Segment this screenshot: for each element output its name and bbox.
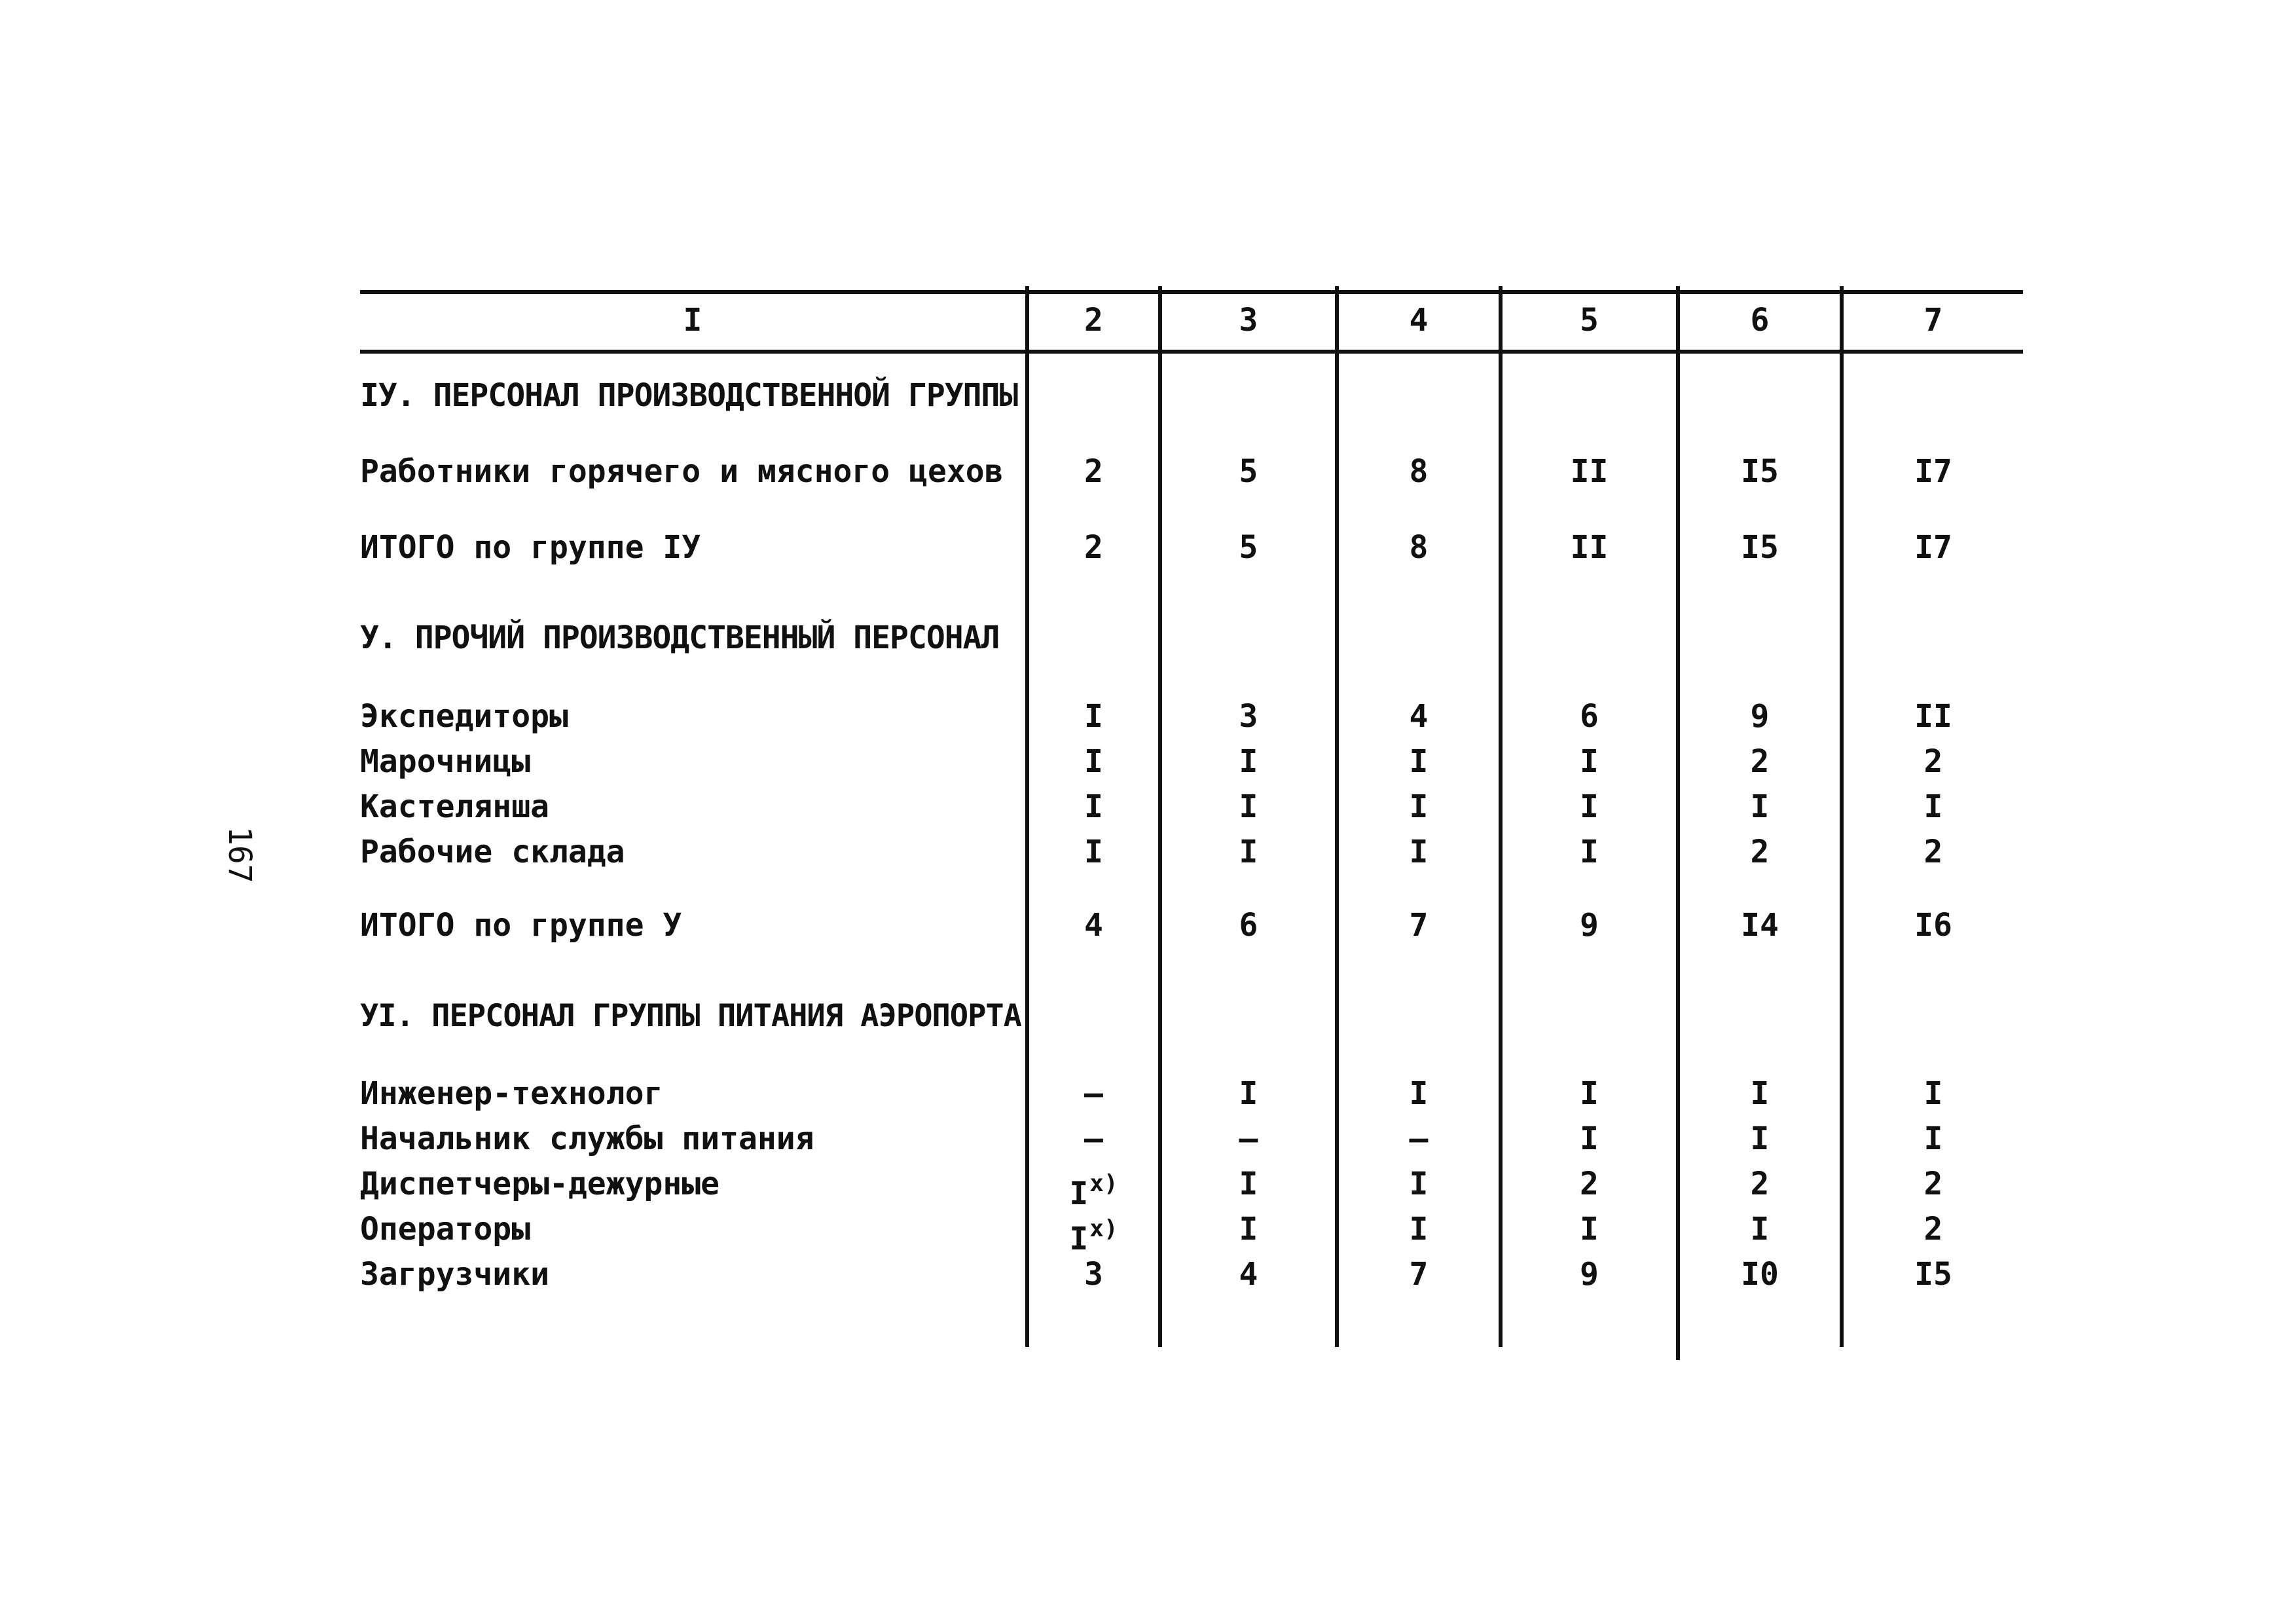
total-value: 7 [1409,907,1429,944]
row-value: – [1084,1075,1103,1112]
row-label: Начальник службы питания [360,1120,814,1157]
row-label: Операторы [360,1211,531,1247]
column-header: 6 [1750,302,1770,339]
row-value: 7 [1409,1256,1429,1293]
row-value: I [1923,788,1943,825]
row-value: I [1239,788,1258,825]
row-value: I [1923,1075,1943,1112]
row-label: Работники горячего и мясного цехов [360,453,1004,490]
row-value: 2 [1750,1166,1770,1202]
row-value: – [1409,1120,1429,1157]
row-value: 2 [1923,1211,1943,1247]
row-value: I [1580,788,1599,825]
row-value: I [1239,743,1258,780]
row-value: I [1580,743,1599,780]
row-value: I [1239,1075,1258,1112]
row-value: I [1084,743,1103,780]
total-value: 4 [1084,907,1103,944]
column-header: 3 [1239,302,1258,339]
row-value: I [1580,1075,1599,1112]
row-value: 2 [1923,743,1943,780]
row-value: I [1409,743,1429,780]
row-value: 2 [1750,743,1770,780]
total-value: I7 [1914,529,1952,566]
total-label: ИТОГО по группе IУ [360,529,701,566]
row-value: I [1580,834,1599,870]
row-value: 9 [1750,698,1770,735]
section-title: IУ. ПЕРСОНАЛ ПРОИЗВОДСТВЕННОЙ ГРУППЫ [360,377,1018,414]
row-value: 5 [1239,453,1258,490]
footnote-marker: x) [1089,1170,1118,1197]
row-value: I [1239,1166,1258,1202]
row-value: I [1750,788,1770,825]
row-value: I [1084,698,1103,735]
section-title: У. ПРОЧИЙ ПРОИЗВОДСТВЕННЫЙ ПЕРСОНАЛ [360,619,1000,656]
row-value: I [1580,1211,1599,1247]
row-value: I [1239,834,1258,870]
total-value: I5 [1741,529,1779,566]
total-value: 6 [1239,907,1258,944]
row-value-with-footnote [1029,1164,1158,1213]
row-label: Марочницы [360,743,531,780]
row-value: II [1570,453,1609,490]
row-value: 4 [1409,698,1429,735]
row-value: I [1750,1120,1770,1157]
section-title: УI. ПЕРСОНАЛ ГРУППЫ ПИТАНИЯ АЭРОПОРТА [360,998,1021,1034]
total-value: II [1570,529,1609,566]
header-bottom-rule [360,350,2023,354]
row-value: 2 [1084,453,1103,490]
row-value: I [1750,1211,1770,1247]
row-value: I [1409,1211,1429,1247]
column-header: 2 [1084,302,1103,339]
total-value: I4 [1741,907,1779,944]
row-value: I [1409,1166,1429,1202]
row-value: I5 [1914,1256,1952,1293]
row-label: Диспетчеры-дежурные [360,1166,720,1202]
row-value: I [1084,834,1103,870]
row-value: 2 [1750,834,1770,870]
column-header: 5 [1580,302,1599,339]
row-value: I [1239,1211,1258,1247]
row-value: 4 [1239,1256,1258,1293]
row-value: I5 [1741,453,1779,490]
total-label: ИТОГО по группе У [360,907,682,944]
row-value: I [1923,1120,1943,1157]
row-value: 2 [1580,1166,1599,1202]
row-label: Кастелянша [360,788,549,825]
row-value: I [1750,1075,1770,1112]
table-top-rule [360,290,2023,294]
total-value: 8 [1409,529,1429,566]
column-header: 4 [1409,302,1429,339]
footnote-marker: x) [1089,1215,1118,1242]
page-number: 167 [221,826,258,883]
row-label: Инженер-технолог [360,1075,663,1112]
row-value: I [1580,1120,1599,1157]
row-value: I0 [1741,1256,1779,1293]
row-value: II [1914,698,1952,735]
row-value: I [1069,1221,1089,1257]
total-value: 5 [1239,529,1258,566]
row-value: 3 [1084,1256,1103,1293]
total-value: 2 [1084,529,1103,566]
column-header: 7 [1923,302,1943,339]
row-value: I7 [1914,453,1952,490]
row-value: 3 [1239,698,1258,735]
row-value: I [1409,834,1429,870]
row-label: Рабочие склада [360,834,625,870]
row-value: 2 [1923,1166,1943,1202]
row-value: – [1239,1120,1258,1157]
row-value-with-footnote [1029,1209,1158,1259]
row-value: – [1084,1120,1103,1157]
row-value: 6 [1580,698,1599,735]
row-value: 9 [1580,1256,1599,1293]
column-header: I [683,302,702,339]
row-label: Экспедиторы [360,698,568,735]
row-label: Загрузчики [360,1256,549,1293]
row-value: I [1069,1175,1089,1212]
row-value: 2 [1923,834,1943,870]
total-value: I6 [1914,907,1952,944]
row-value: I [1409,788,1429,825]
row-value: I [1409,1075,1429,1112]
total-value: 9 [1580,907,1599,944]
row-value: 8 [1409,453,1429,490]
row-value: I [1084,788,1103,825]
